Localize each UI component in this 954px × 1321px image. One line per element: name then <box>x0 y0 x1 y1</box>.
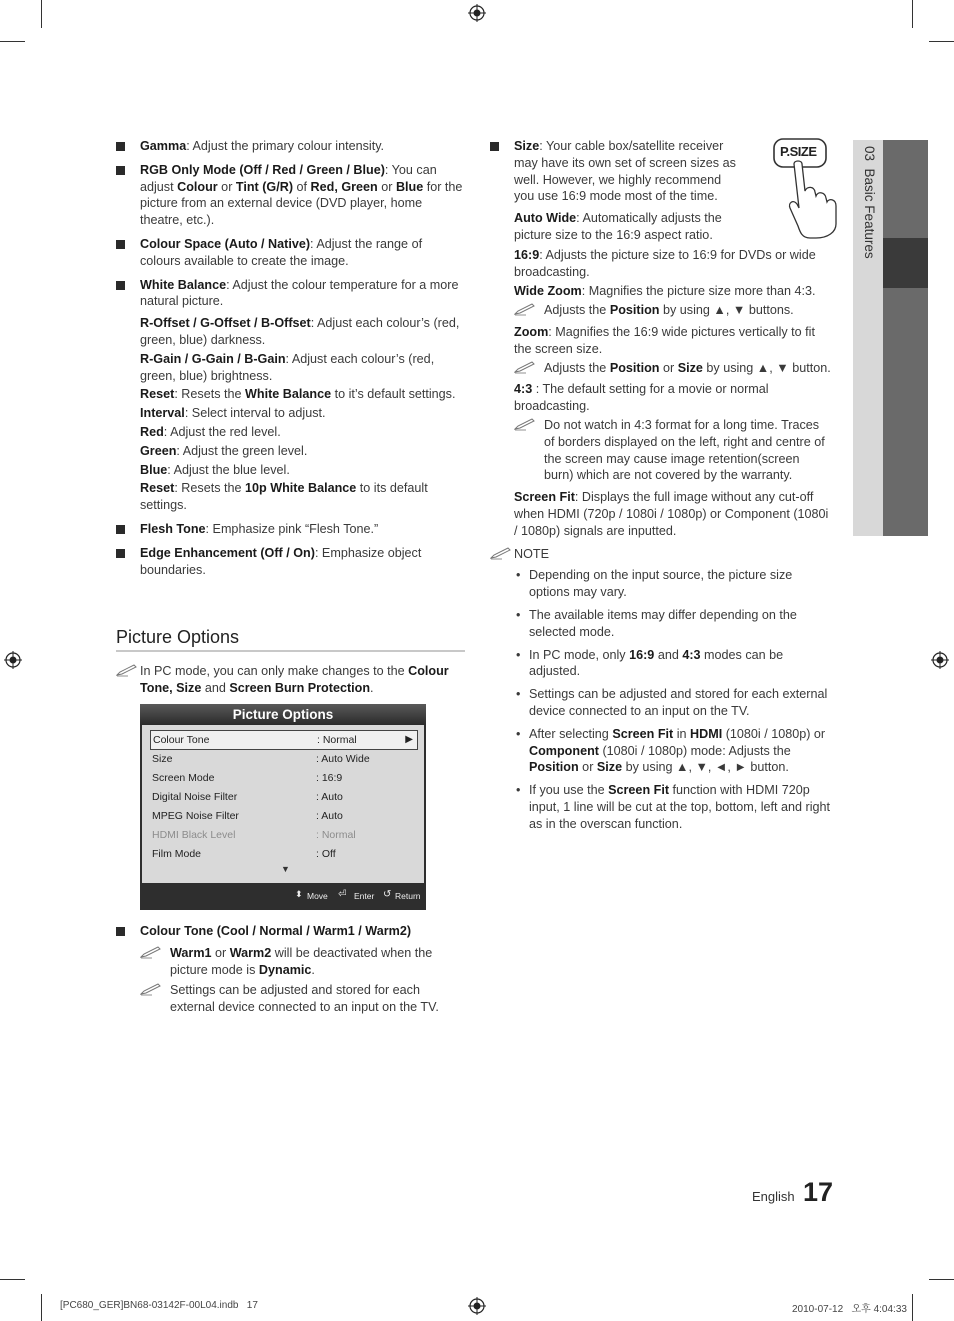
sub-item <box>140 351 466 385</box>
desc: : Adjusts the picture size to 16:9 for DVDs or wide broadcasting. <box>514 247 816 279</box>
menu-item-digital-noise-filter[interactable] <box>150 788 416 806</box>
sub-item <box>140 480 466 514</box>
crop-mark <box>912 1294 913 1321</box>
desc: Depending on the input source, the picture size options may vary. <box>529 568 793 600</box>
note-label: NOTE <box>514 546 549 561</box>
sub-item <box>514 283 832 300</box>
note <box>140 982 466 1016</box>
desc: Adjusts the <box>544 360 610 375</box>
term: Colour <box>177 179 218 194</box>
term: Dynamic <box>258 962 312 977</box>
left-column <box>116 138 466 585</box>
pencil-note-icon <box>514 360 536 374</box>
desc: or <box>211 945 230 960</box>
bullet-icon: • <box>516 647 521 662</box>
list-item <box>116 162 466 229</box>
desc: or <box>578 760 597 775</box>
menu-item-screen-mode[interactable] <box>150 769 416 787</box>
pencil-note-icon <box>514 302 536 316</box>
term: Size <box>514 139 540 153</box>
desc: by using ▲, ▼ buttons. <box>659 303 794 318</box>
term: Size <box>677 360 703 375</box>
enter-icon: ⏎ <box>338 889 347 900</box>
term: Position <box>529 760 579 775</box>
term: Position <box>609 360 660 375</box>
square-bullet-icon <box>490 142 499 151</box>
menu-title: Picture Options <box>140 704 426 725</box>
list-item <box>514 647 832 681</box>
term: Tint (G/R) <box>235 179 294 194</box>
crop-mark <box>912 0 913 28</box>
menu-item-label: HDMI Black Level <box>152 829 236 841</box>
desc: : Adjust each colour’s (red, green, blue) brightness. <box>140 351 435 383</box>
term: Screen Fit <box>608 783 670 798</box>
note <box>514 360 832 377</box>
list-item <box>116 236 466 270</box>
desc: Settings can be adjusted and stored for each external device connected to an input on the TV. <box>529 687 828 718</box>
desc: . <box>370 680 374 695</box>
menu-item-value: : Normal <box>316 829 356 841</box>
desc: : Adjust the blue level. <box>167 462 290 477</box>
term: Screen Fit <box>612 726 674 741</box>
list-item <box>514 567 832 601</box>
crop-mark <box>929 1279 954 1280</box>
menu-footer <box>140 883 426 910</box>
desc: After selecting <box>529 726 613 741</box>
pencil-note-icon <box>140 982 162 996</box>
term: Red <box>140 424 164 439</box>
chapter-side-tab-dark-top <box>883 140 928 238</box>
desc: Settings can be adjusted and stored for each external device connected to an input on the TV. <box>170 983 439 1015</box>
desc: by using ▲, ▼ button. <box>702 360 831 375</box>
menu-item-label: Screen Mode <box>152 772 215 784</box>
list-item <box>514 726 832 776</box>
desc: . <box>311 962 315 977</box>
desc: : Adjust the primary colour intensity. <box>186 139 385 153</box>
desc: modes can be adjusted. <box>529 647 784 679</box>
term: Green <box>140 443 177 458</box>
list-item <box>514 607 832 641</box>
term: Colour Tone, Size <box>140 664 449 695</box>
term: R-Gain / G-Gain / B-Gain <box>140 351 286 366</box>
desc: function with HDMI 720p input, 1 line will be cut at the top, bottom, left and right as in the overscan function. <box>529 783 831 831</box>
colour-tone-section <box>116 923 466 1023</box>
term: Screen Fit <box>514 490 575 505</box>
chapter-number: 03 <box>862 146 877 162</box>
term: Blue <box>140 462 168 477</box>
arrow-right-icon: ▶ <box>405 734 413 745</box>
desc: : Automatically adjusts the picture size to the 16:9 aspect ratio. <box>514 211 722 242</box>
desc: : Emphasize object boundaries. <box>140 545 422 577</box>
sub-item <box>514 324 832 358</box>
desc: and <box>201 680 230 695</box>
term: 4:3 <box>682 647 701 662</box>
sub-item <box>514 381 832 415</box>
term: Component <box>529 743 599 758</box>
term: Gamma <box>140 139 187 153</box>
term: White Balance <box>245 387 332 402</box>
enter-hint: Enter <box>354 891 375 901</box>
term: Interval <box>140 406 185 421</box>
term: Zoom <box>514 324 549 339</box>
sub-item <box>514 210 744 244</box>
desc: : Adjust the range of colours available to create the image. <box>140 236 423 268</box>
crop-mark <box>41 0 42 28</box>
term: HDMI <box>690 726 723 741</box>
desc: The available items may differ depending on the selected mode. <box>529 607 797 639</box>
move-hint: Move <box>307 891 328 901</box>
registration-mark-icon <box>4 651 22 669</box>
crop-mark <box>929 41 954 42</box>
desc: (1080i / 1080p) mode: Adjusts the <box>598 743 791 758</box>
desc: : Resets the <box>174 387 246 402</box>
desc: : Magnifies the picture size more than 4:3. <box>581 284 816 299</box>
desc: : Resets the <box>174 481 246 496</box>
list-item <box>116 545 466 579</box>
menu-item-label: Film Mode <box>152 848 202 860</box>
desc: : You can adjust <box>140 162 437 194</box>
pencil-note-icon <box>490 546 512 560</box>
note <box>116 663 466 697</box>
chapter-side-tab-active <box>883 238 928 288</box>
note <box>514 417 832 484</box>
desc: to it’s default settings. <box>331 387 456 402</box>
desc: (1080i / 1080p) or <box>722 726 826 741</box>
term: Size <box>596 760 623 775</box>
square-bullet-icon <box>116 281 125 290</box>
term: Wide Zoom <box>514 284 582 299</box>
term: 4:3 <box>514 382 533 397</box>
scroll-down-icon[interactable]: ▼ <box>281 864 290 874</box>
move-icon: ⬍ <box>295 889 303 899</box>
menu-item-value: : Off <box>316 848 336 860</box>
note <box>514 302 832 319</box>
list-item <box>116 138 466 155</box>
return-icon: ↺ <box>383 889 392 900</box>
sub-item <box>514 247 832 281</box>
menu-item-value: : Auto <box>316 791 343 803</box>
right-column <box>490 138 832 838</box>
term: Blue <box>395 179 424 194</box>
menu-item-hdmi-black-level <box>150 826 416 844</box>
menu-item-mpeg-noise-filter[interactable] <box>150 807 416 825</box>
term: Colour Space (Auto / Native) <box>140 236 311 251</box>
page-number: 17 <box>803 1177 834 1207</box>
chapter-title-vertical <box>857 146 877 346</box>
desc: : Adjust the colour temperature for a more natural picture. <box>140 277 459 309</box>
term: Screen Burn Protection <box>229 680 371 695</box>
menu-item-label: Size <box>152 753 173 765</box>
term: Reset <box>140 387 175 402</box>
sub-item <box>140 405 466 422</box>
term: R-Offset / G-Offset / B-Offset <box>140 316 311 331</box>
desc: to its default settings. <box>140 481 428 513</box>
term: Colour Tone (Cool / Normal / Warm1 / Warm2) <box>140 924 412 938</box>
menu-item-label: MPEG Noise Filter <box>152 810 239 822</box>
registration-mark-icon <box>468 1297 486 1315</box>
desc: or <box>377 179 396 194</box>
sub-item <box>140 315 466 349</box>
desc: Do not watch in 4:3 format for a long time. Traces of borders displayed on the left, right and centre of the screen may cause image retention(screen burn) which are not covered by the warranty. <box>544 417 825 483</box>
square-bullet-icon <box>116 549 125 558</box>
print-date-info: 2010-07-12 오후 4:04:33 <box>792 1304 907 1315</box>
square-bullet-icon <box>116 525 125 534</box>
term: Auto Wide <box>514 211 577 226</box>
return-hint: Return <box>395 891 421 901</box>
square-bullet-icon <box>116 927 125 936</box>
square-bullet-icon <box>116 166 125 175</box>
menu-body <box>142 725 424 883</box>
bullet-icon: • <box>516 568 521 583</box>
registration-mark-icon <box>468 4 486 22</box>
term: Flesh Tone <box>140 521 206 536</box>
crop-mark <box>0 1279 25 1280</box>
desc: : Your cable box/satellite receiver may have its own set of screen sizes as well. However, we highly recommend you use 16:9 mode most of the time. <box>514 139 736 204</box>
desc: or <box>217 179 236 194</box>
pencil-note-icon <box>514 417 536 431</box>
bullet-icon: • <box>516 687 521 702</box>
list-item <box>490 138 832 540</box>
menu-item-film-mode[interactable] <box>150 845 416 863</box>
menu-item-value: : Auto <box>316 810 343 822</box>
desc: : Emphasize pink “Flesh Tone.” <box>205 521 379 536</box>
desc: : Adjust the green level. <box>176 443 308 458</box>
sub-item <box>514 489 832 539</box>
sub-item <box>140 462 466 479</box>
desc: In PC mode, you can only make changes to the <box>140 664 409 678</box>
term: Warm2 <box>229 945 272 960</box>
term: Edge Enhancement (Off / On) <box>140 545 315 560</box>
menu-item-value: : Normal <box>317 734 357 746</box>
note-bullets <box>490 567 832 832</box>
note <box>140 945 466 979</box>
term: Warm1 <box>170 945 212 960</box>
registration-mark-icon <box>931 651 949 669</box>
square-bullet-icon <box>116 142 125 151</box>
pc-mode-note <box>116 661 466 701</box>
pencil-note-icon <box>140 945 162 959</box>
psize-button-label: P.SIZE <box>780 144 817 159</box>
list-item <box>116 923 466 1016</box>
list-item <box>116 277 466 514</box>
menu-item-label: Digital Noise Filter <box>152 791 238 803</box>
picture-options-menu <box>140 704 426 910</box>
desc: : Select interval to adjust. <box>184 406 326 421</box>
desc: : The default setting for a movie or normal broadcasting. <box>514 382 769 414</box>
sub-item <box>140 386 466 403</box>
desc: and <box>654 647 683 662</box>
desc: by using ▲, ▼, ◄, ► button. <box>622 760 789 775</box>
desc: for the picture from an external device (DVD player, home theatre, etc.). <box>140 179 463 228</box>
term: 16:9 <box>629 647 655 662</box>
chapter-side-tab-dark-bottom <box>883 288 928 536</box>
term: RGB Only Mode (Off / Red / Green / Blue) <box>140 162 385 177</box>
menu-item-value: : Auto Wide <box>316 753 370 765</box>
desc: Adjusts the <box>544 303 610 318</box>
desc: : Displays the full image without any cut-off when HDMI (720p / 1080i / 1080p) or Component (1080i / 1080p) signals are inputted. <box>514 490 829 538</box>
section-heading: Picture Options <box>116 627 465 652</box>
pencil-note-icon <box>116 663 138 677</box>
list-item <box>116 521 466 538</box>
list-item <box>514 782 832 832</box>
term: Position <box>609 303 660 318</box>
bullet-icon: • <box>516 607 521 622</box>
term: 16:9 <box>514 247 540 262</box>
chapter-title: Basic Features <box>862 168 877 259</box>
term: 10p White Balance <box>245 481 357 496</box>
term: Reset <box>140 481 175 496</box>
footer-language: English <box>752 1189 795 1204</box>
menu-item-size[interactable] <box>150 750 416 768</box>
desc: : Adjust the red level. <box>163 424 281 439</box>
desc: If you use the <box>529 783 609 798</box>
crop-mark <box>0 41 25 42</box>
sub-item <box>140 424 466 441</box>
square-bullet-icon <box>116 240 125 249</box>
desc: will be deactivated when the picture mode is <box>170 945 433 977</box>
note-heading <box>490 546 832 563</box>
bullet-icon: • <box>516 783 521 798</box>
menu-item-colour-tone[interactable] <box>150 730 418 750</box>
desc: In PC mode, only <box>529 647 630 662</box>
bullet-icon: • <box>516 726 521 741</box>
print-file-info: [PC680_GER]BN68-03142F-00L04.indb 17 <box>60 1300 258 1311</box>
list-item <box>514 686 832 720</box>
term: White Balance <box>140 277 227 292</box>
desc: of <box>293 179 311 194</box>
desc: : Magnifies the 16:9 wide pictures vertically to fit the screen size. <box>514 324 815 356</box>
desc: in <box>673 726 691 741</box>
sub-item <box>140 443 466 460</box>
menu-item-value: : 16:9 <box>316 772 343 784</box>
crop-mark <box>41 1294 42 1321</box>
desc: : Adjust each colour’s (red, green, blue) darkness. <box>140 316 460 347</box>
desc: or <box>659 360 678 375</box>
menu-item-label: Colour Tone <box>153 734 210 746</box>
term: Red, Green <box>310 179 378 194</box>
